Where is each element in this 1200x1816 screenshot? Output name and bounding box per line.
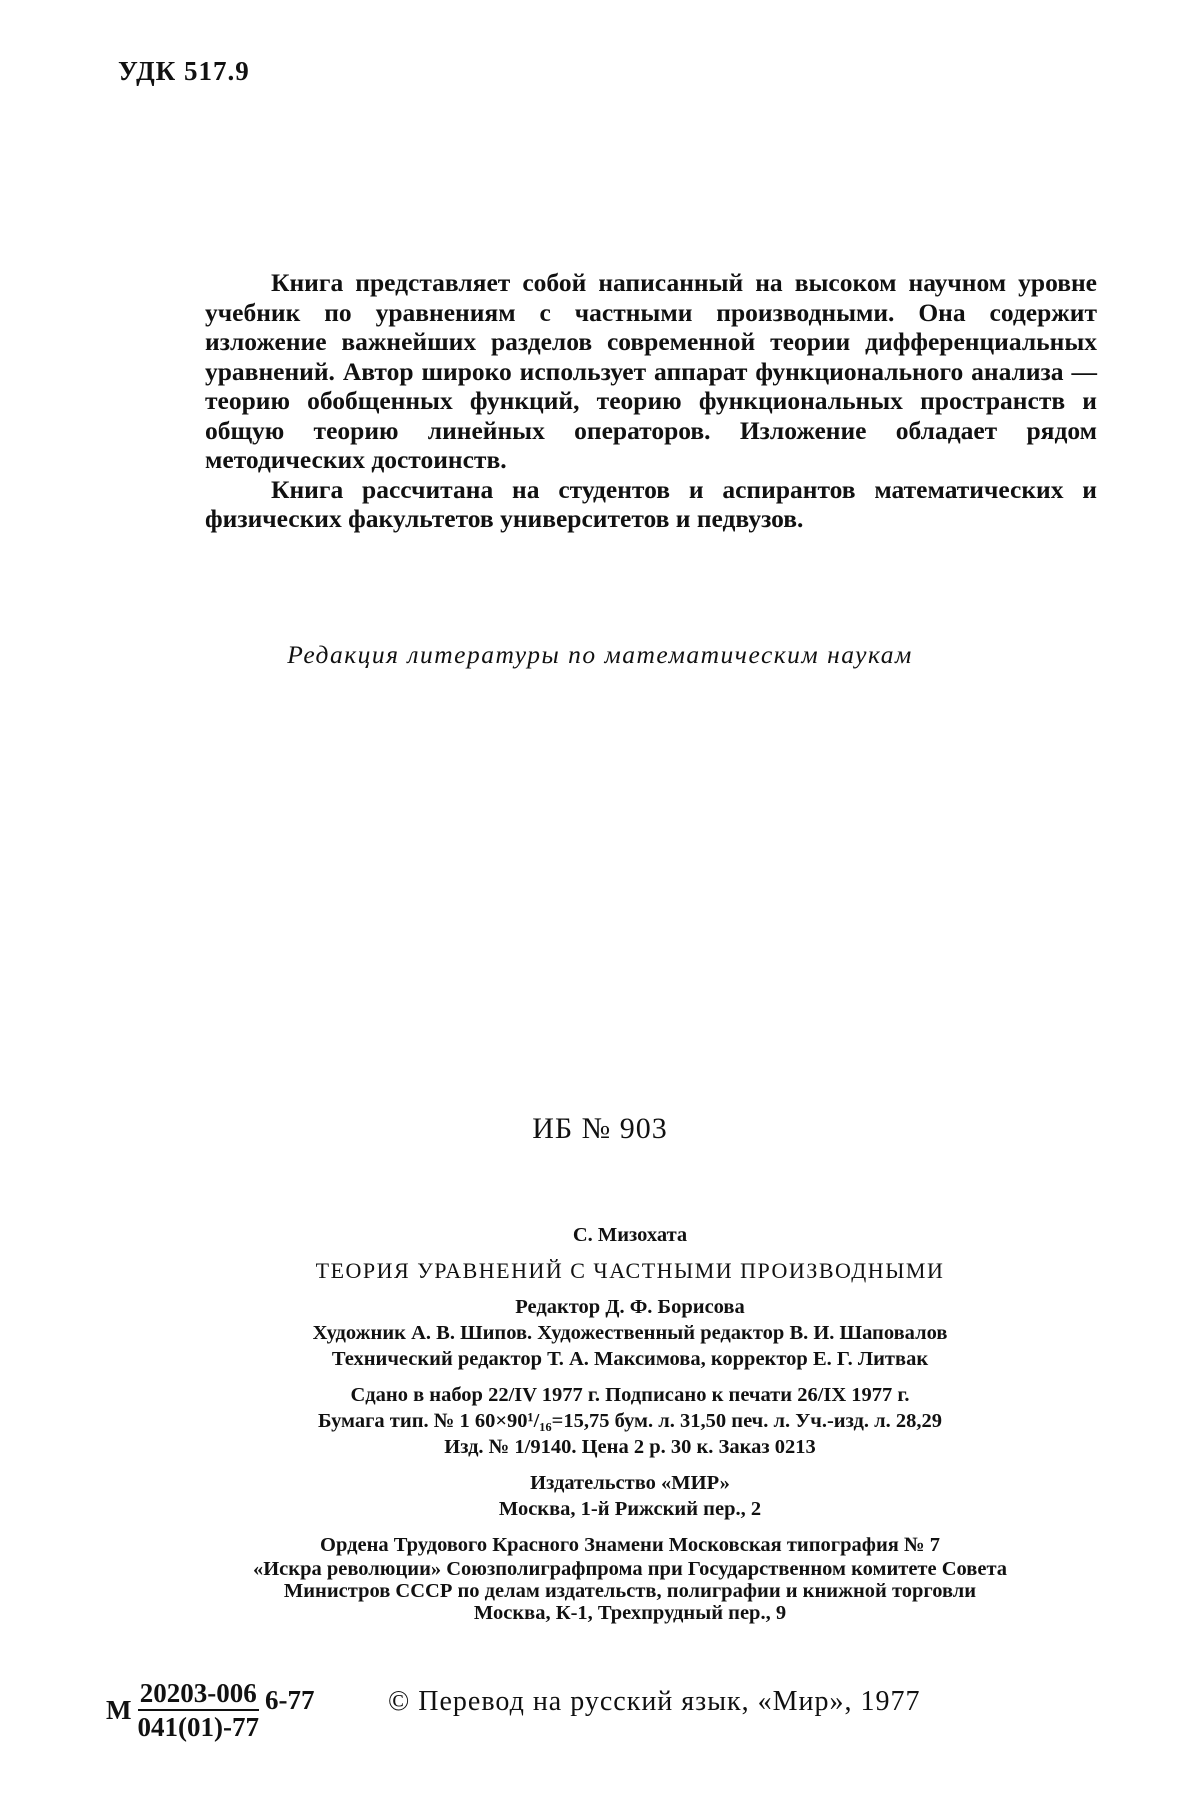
catalog-prefix: М: [106, 1694, 132, 1725]
imprint-author: С. Мизохата: [572, 1224, 688, 1246]
annotation-paragraph-1: Книга представляет собой написанный на высоком научном уровне учебник по уравнениям с частными производными. Она содержит изложение важнейших разделов современной теории дифференциальных уравнений. Автор широко использует аппарат функционального анализа — теорию обобщенных функций, теорию функциональных пространств и общую теорию линейных операторов. Изложение обладает рядом методических достоинств.: [205, 268, 1097, 474]
copyright-notice: © Перевод на русский язык, «Мир», 1977: [388, 1686, 921, 1717]
imprint-artists: Художник А. В. Шипов. Художественный редактор В. И. Шаповалов: [312, 1322, 948, 1344]
imprint-editor: Редактор Д. Ф. Борисова: [515, 1296, 745, 1318]
imprint-block: [130, 1222, 1130, 1624]
imprint-printer-line-1: Ордена Трудового Красного Знамени Московская типография № 7: [320, 1534, 940, 1556]
ib-number: ИБ № 903: [532, 1112, 668, 1145]
imprint-printer-line-4: Москва, К-1, Трехпрудный пер., 9: [473, 1602, 787, 1624]
editorial-line: Редакция литературы по математическим наукам: [287, 640, 913, 669]
imprint-tech-editor: Технический редактор Т. А. Максимова, корректор Е. Г. Литвак: [331, 1348, 929, 1370]
catalog-denominator: 041(01)-77: [137, 1712, 259, 1742]
imprint-printer-line-3: Министров СССР по делам издательств, полиграфии и книжной торговли: [283, 1580, 977, 1602]
imprint-title: ТЕОРИЯ УРАВНЕНИЙ С ЧАСТНЫМИ ПРОИЗВОДНЫМИ: [315, 1258, 945, 1283]
imprint-publisher: Издательство «МИР»: [530, 1472, 730, 1494]
catalog-fraction: [135, 1678, 260, 1742]
udk-code: УДК 517.9: [118, 56, 250, 86]
annotation: [205, 268, 1097, 534]
imprint-order: Изд. № 1/9140. Цена 2 р. 30 к. Заказ 0213: [444, 1436, 816, 1458]
imprint-paper: Бумага тип. № 1 60×90¹/₁₆=15,75 бум. л. 31,50 печ. л. Уч.-изд. л. 28,29: [318, 1410, 942, 1432]
catalog-suffix: 6-77: [264, 1684, 315, 1715]
imprint-printer-line-2: «Искра революции» Союзполиграфпрома при Государственном комитете Совета: [252, 1558, 1008, 1580]
catalog-numerator: 20203-006: [138, 1678, 259, 1711]
catalog-index: [106, 1678, 314, 1742]
imprint-publisher-address: Москва, 1-й Рижский пер., 2: [498, 1498, 762, 1520]
annotation-paragraph-2: Книга рассчитана на студентов и аспирантов математических и физических факультетов университетов и педвузов.: [205, 474, 1097, 533]
imprint-dates: Сдано в набор 22/IV 1977 г. Подписано к печати 26/IX 1977 г.: [350, 1384, 910, 1406]
